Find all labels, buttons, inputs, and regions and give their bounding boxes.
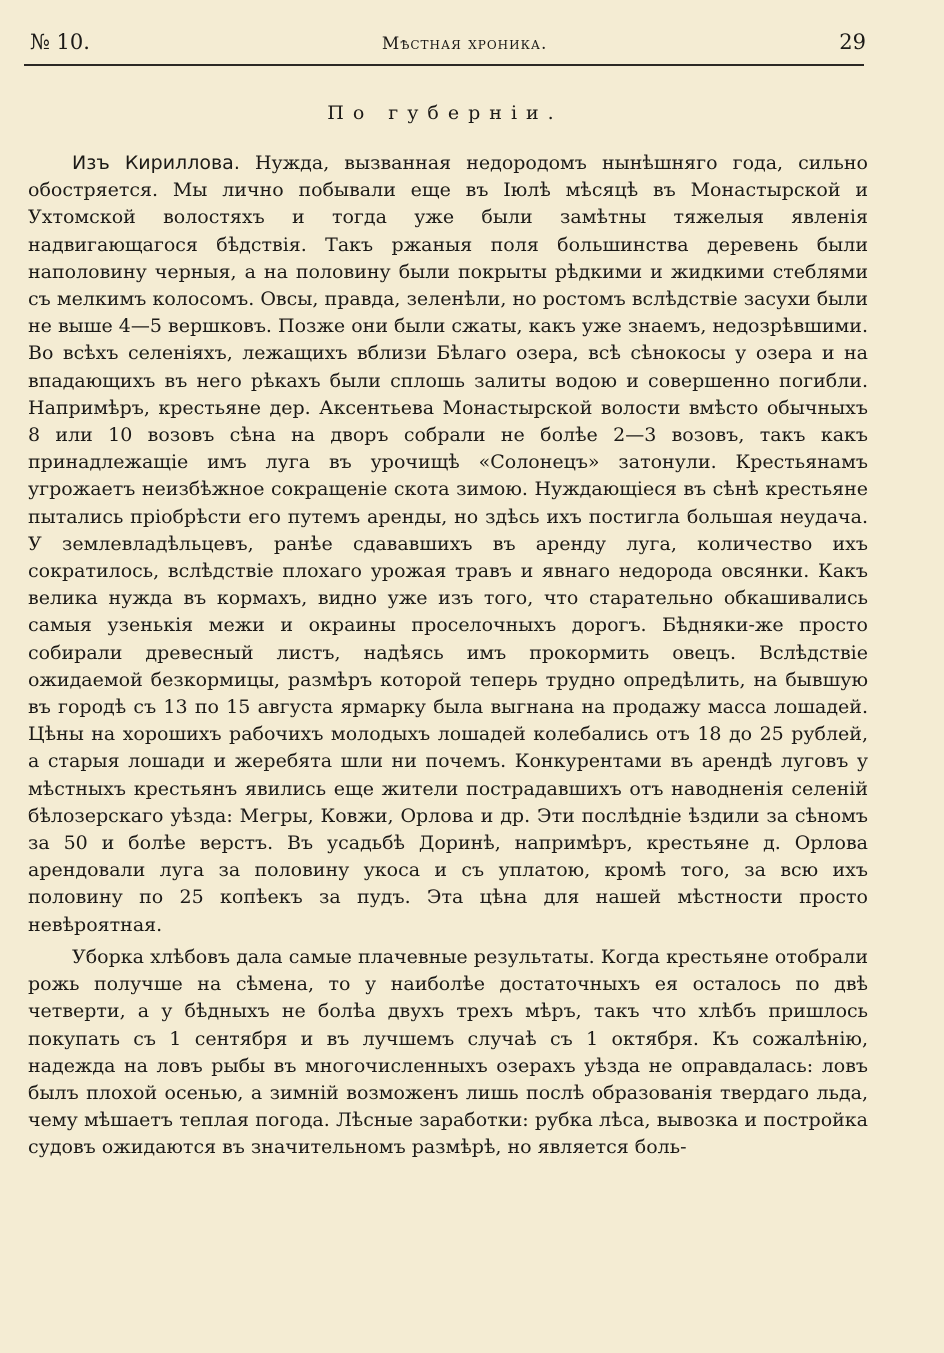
page-number: 29 [839, 30, 866, 54]
issue-number: № 10. [30, 30, 90, 54]
paragraph-1 [28, 150, 868, 939]
paragraph-2: Уборка хлѣбовъ дала самые плачевные результаты. Когда крестьяне отобрали рожь получше на сѣмена, то у наиболѣе достаточныхъ ея осталось по двѣ четверти, а у бѣдныхъ не болѣа двухъ трехъ мѣръ, такъ что хлѣбъ пришлось покупать съ 1 сентября и въ лучшемъ случаѣ съ 1 октября. Къ сожалѣнію, надежда на ловъ рыбы въ многочисленныхъ озерахъ уѣзда не оправдалась: ловъ былъ плохой осенью, а зимній возможенъ лишь послѣ образованія твердаго льда, чему мѣшаетъ теплая погода. Лѣсные заработки: рубка лѣса, вывозка и постройка судовъ ожидаются въ значительномъ размѣрѣ, но является боль- [28, 945, 868, 1159]
article-body [24, 150, 868, 1162]
article-lead: Изъ Кириллова. [72, 152, 240, 174]
journal-section-title: Мѣстная хроника. [381, 34, 548, 54]
header-rule [24, 64, 864, 66]
section-title: По губерніи. [327, 102, 563, 124]
running-header [24, 28, 866, 58]
paragraph-1-text: Нужда, вызванная недородомъ нынѣшняго года, сильно обостряется. Мы лично побывали еще въ Іюлѣ мѣсяцѣ въ Монастырской и Ухтомской волостяхъ и тогда уже были замѣтны тяжелыя явленія надвигающагося бѣдствія. Такъ ржаныя поля большинства деревень были наполовину черныя, а на половину были покрыты рѣдкими и жидкими стеблями съ мелкимъ колосомъ. Овсы, правда, зеленѣли, но ростомъ вслѣдствіе засухи были не выше 4—5 вершковъ. Позже они были сжаты, какъ уже знаемъ, недозрѣвшими. Во всѣхъ селеніяхъ, лежащихъ вблизи Бѣлаго озера, всѣ сѣнокосы у озера и на впадающихъ въ него рѣкахъ были сплошь залиты водою и совершенно погибли. Напримѣръ, крестьяне дер. Аксентьева Монастырской волости вмѣсто обычныхъ 8 или 10 возовъ сѣна на дворъ собрали не болѣе 2—3 возовъ, такъ какъ принадлежащіе имъ луга въ урочищѣ «Солонецъ» затонули. Крестьянамъ угрожаетъ неизбѣжное сокращеніе скота зимою. Нуждающіеся въ сѣнѣ крестьяне пытались пріобрѣсти его путемъ аренды, но здѣсь ихъ постигла большая неудача. У землевладѣльцевъ, ранѣе сдававшихъ въ аренду луга, количество ихъ сократилось, вслѣдствіе плохаго урожая травъ и явнаго недорода овсянки. Какъ велика нужда въ кормахъ, видно уже изъ того, что старательно обкашивались самыя узенькія межи и окраины проселочныхъ дорогъ. Бѣдняки-же просто собирали древесный листъ, надѣясь имъ прокормить овецъ. Вслѣдствіе ожидаемой безкормицы, размѣръ которой теперь трудно опредѣлить, на бывшую въ городѣ съ 13 по 15 августа ярмарку была выгнана на продажу масса лошадей. Цѣны на хорошихъ рабочихъ молодыхъ лошадей колебались отъ 18 до 25 рублей, а старыя лошади и жеребята шли ни почемъ. Конкурентами въ арендѣ луговъ у мѣстныхъ крестьянъ явились еще жители пострадавшихъ отъ наводненія селеній бѣлозерскаго уѣзда: Мегры, Ковжи, Орлова и др. Эти послѣдніе ѣздили за сѣномъ за 50 и болѣе верстъ. Въ усадьбѣ Доринѣ, напримѣръ, крестьяне д. Орлова арендовали луга за половину укоса и съ уплатою, кромѣ того, за всю ихъ половину по 25 копѣекъ за пудъ. Эта цѣна для нашей мѣстности просто невѣроятная. [28, 152, 868, 936]
